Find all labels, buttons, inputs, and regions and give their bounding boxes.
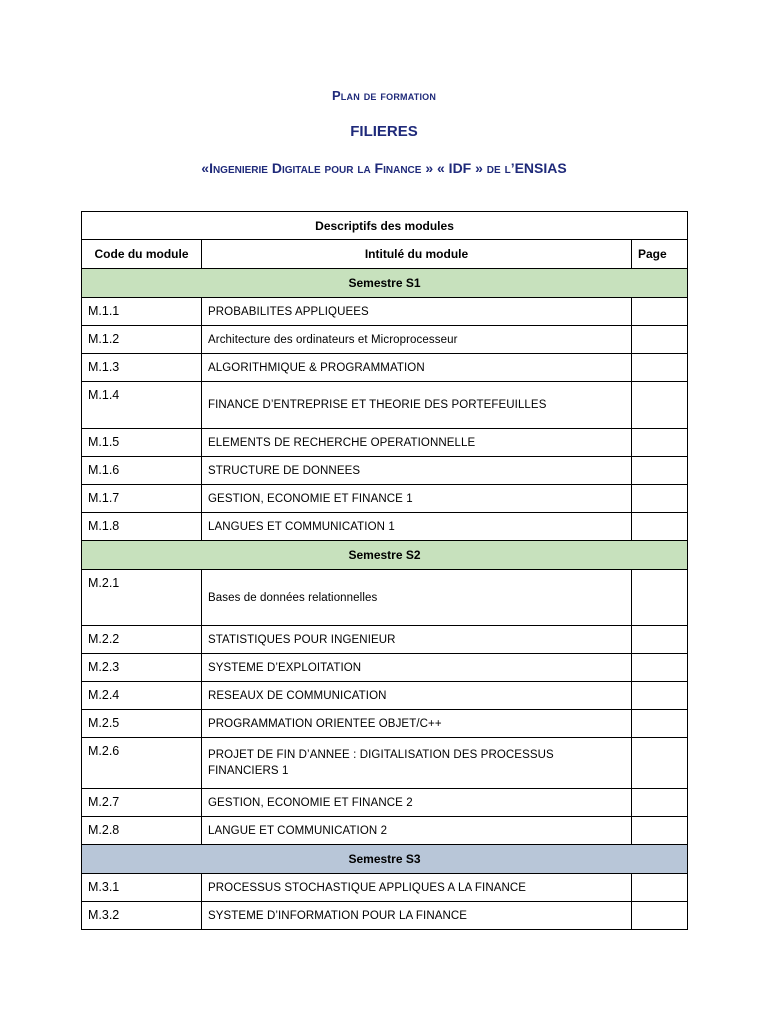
semester-row-s2 — [82, 541, 688, 570]
semester-label: Semestre S3 — [82, 845, 688, 874]
column-header-title: Intitulé du module — [202, 240, 632, 269]
module-page — [632, 298, 688, 326]
module-title: ELEMENTS DE RECHERCHE OPERATIONNELLE — [202, 429, 632, 457]
table-row — [82, 789, 688, 817]
module-code: M.2.4 — [82, 682, 202, 710]
module-title: LANGUE ET COMMUNICATION 2 — [202, 817, 632, 845]
table-row — [82, 429, 688, 457]
table-caption-row — [82, 212, 688, 240]
module-page — [632, 710, 688, 738]
table-row — [82, 874, 688, 902]
module-title: GESTION, ECONOMIE ET FINANCE 1 — [202, 485, 632, 513]
table-caption: Descriptifs des modules — [82, 212, 688, 240]
module-code: M.1.4 — [82, 382, 202, 429]
module-code: M.1.6 — [82, 457, 202, 485]
semester-label: Semestre S1 — [82, 269, 688, 298]
module-title: RESEAUX DE COMMUNICATION — [202, 682, 632, 710]
module-page — [632, 874, 688, 902]
module-title: SYSTEME D’INFORMATION POUR LA FINANCE — [202, 902, 632, 930]
module-title: Bases de données relationnelles — [202, 570, 632, 626]
column-header-code: Code du module — [82, 240, 202, 269]
module-title: PROCESSUS STOCHASTIQUE APPLIQUES A LA FINANCE — [202, 874, 632, 902]
table-row — [82, 298, 688, 326]
module-page — [632, 789, 688, 817]
module-page — [632, 429, 688, 457]
module-code: M.3.1 — [82, 874, 202, 902]
table-row — [82, 354, 688, 382]
module-page — [632, 817, 688, 845]
module-code: M.1.8 — [82, 513, 202, 541]
module-code: M.2.5 — [82, 710, 202, 738]
table-row — [82, 682, 688, 710]
column-header-page: Page — [632, 240, 688, 269]
semester-label: Semestre S2 — [82, 541, 688, 570]
module-page — [632, 626, 688, 654]
table-row — [82, 326, 688, 354]
module-page — [632, 485, 688, 513]
table-row — [82, 570, 688, 626]
module-title: ALGORITHMIQUE & PROGRAMMATION — [202, 354, 632, 382]
module-code: M.1.2 — [82, 326, 202, 354]
module-code: M.1.1 — [82, 298, 202, 326]
table-row — [82, 738, 688, 789]
table-row — [82, 817, 688, 845]
module-title: STRUCTURE DE DONNEES — [202, 457, 632, 485]
table-header-row — [82, 240, 688, 269]
table-row — [82, 626, 688, 654]
module-page — [632, 354, 688, 382]
module-page — [632, 570, 688, 626]
semester-row-s1 — [82, 269, 688, 298]
table-row — [82, 654, 688, 682]
module-title: SYSTEME D’EXPLOITATION — [202, 654, 632, 682]
document-title-plan: Plan de formation — [331, 88, 437, 103]
module-page — [632, 654, 688, 682]
module-title: STATISTIQUES POUR INGENIEUR — [202, 626, 632, 654]
table-row — [82, 382, 688, 429]
table-row — [82, 902, 688, 930]
module-code: M.2.6 — [82, 738, 202, 789]
document-title-program: «Ingenierie Digitale pour la Finance » « IDF » de l’ENSIAS — [201, 160, 567, 176]
document-title-filieres: FILIERES — [350, 123, 418, 140]
module-title: PROBABILITES APPLIQUEES — [202, 298, 632, 326]
module-page — [632, 382, 688, 429]
module-title: Architecture des ordinateurs et Microprocesseur — [202, 326, 632, 354]
module-page — [632, 326, 688, 354]
module-code: M.2.7 — [82, 789, 202, 817]
module-code: M.2.8 — [82, 817, 202, 845]
module-title: PROGRAMMATION ORIENTEE OBJET/C++ — [202, 710, 632, 738]
semester-row-s3 — [82, 845, 688, 874]
module-page — [632, 682, 688, 710]
module-page — [632, 902, 688, 930]
module-code: M.2.2 — [82, 626, 202, 654]
module-code: M.1.7 — [82, 485, 202, 513]
module-title: PROJET DE FIN D’ANNEE : DIGITALISATION DES PROCESSUS FINANCIERS 1 — [202, 738, 632, 789]
module-code: M.3.2 — [82, 902, 202, 930]
table-row — [82, 710, 688, 738]
module-code: M.2.3 — [82, 654, 202, 682]
module-code: M.2.1 — [82, 570, 202, 626]
module-page — [632, 738, 688, 789]
module-title: LANGUES ET COMMUNICATION 1 — [202, 513, 632, 541]
module-title: GESTION, ECONOMIE ET FINANCE 2 — [202, 789, 632, 817]
table-row — [82, 513, 688, 541]
module-page — [632, 513, 688, 541]
module-title: FINANCE D’ENTREPRISE ET THEORIE DES PORTEFEUILLES — [202, 382, 632, 429]
module-page — [632, 457, 688, 485]
table-row — [82, 485, 688, 513]
table-row — [82, 457, 688, 485]
module-code: M.1.5 — [82, 429, 202, 457]
module-code: M.1.3 — [82, 354, 202, 382]
modules-table — [81, 211, 688, 930]
